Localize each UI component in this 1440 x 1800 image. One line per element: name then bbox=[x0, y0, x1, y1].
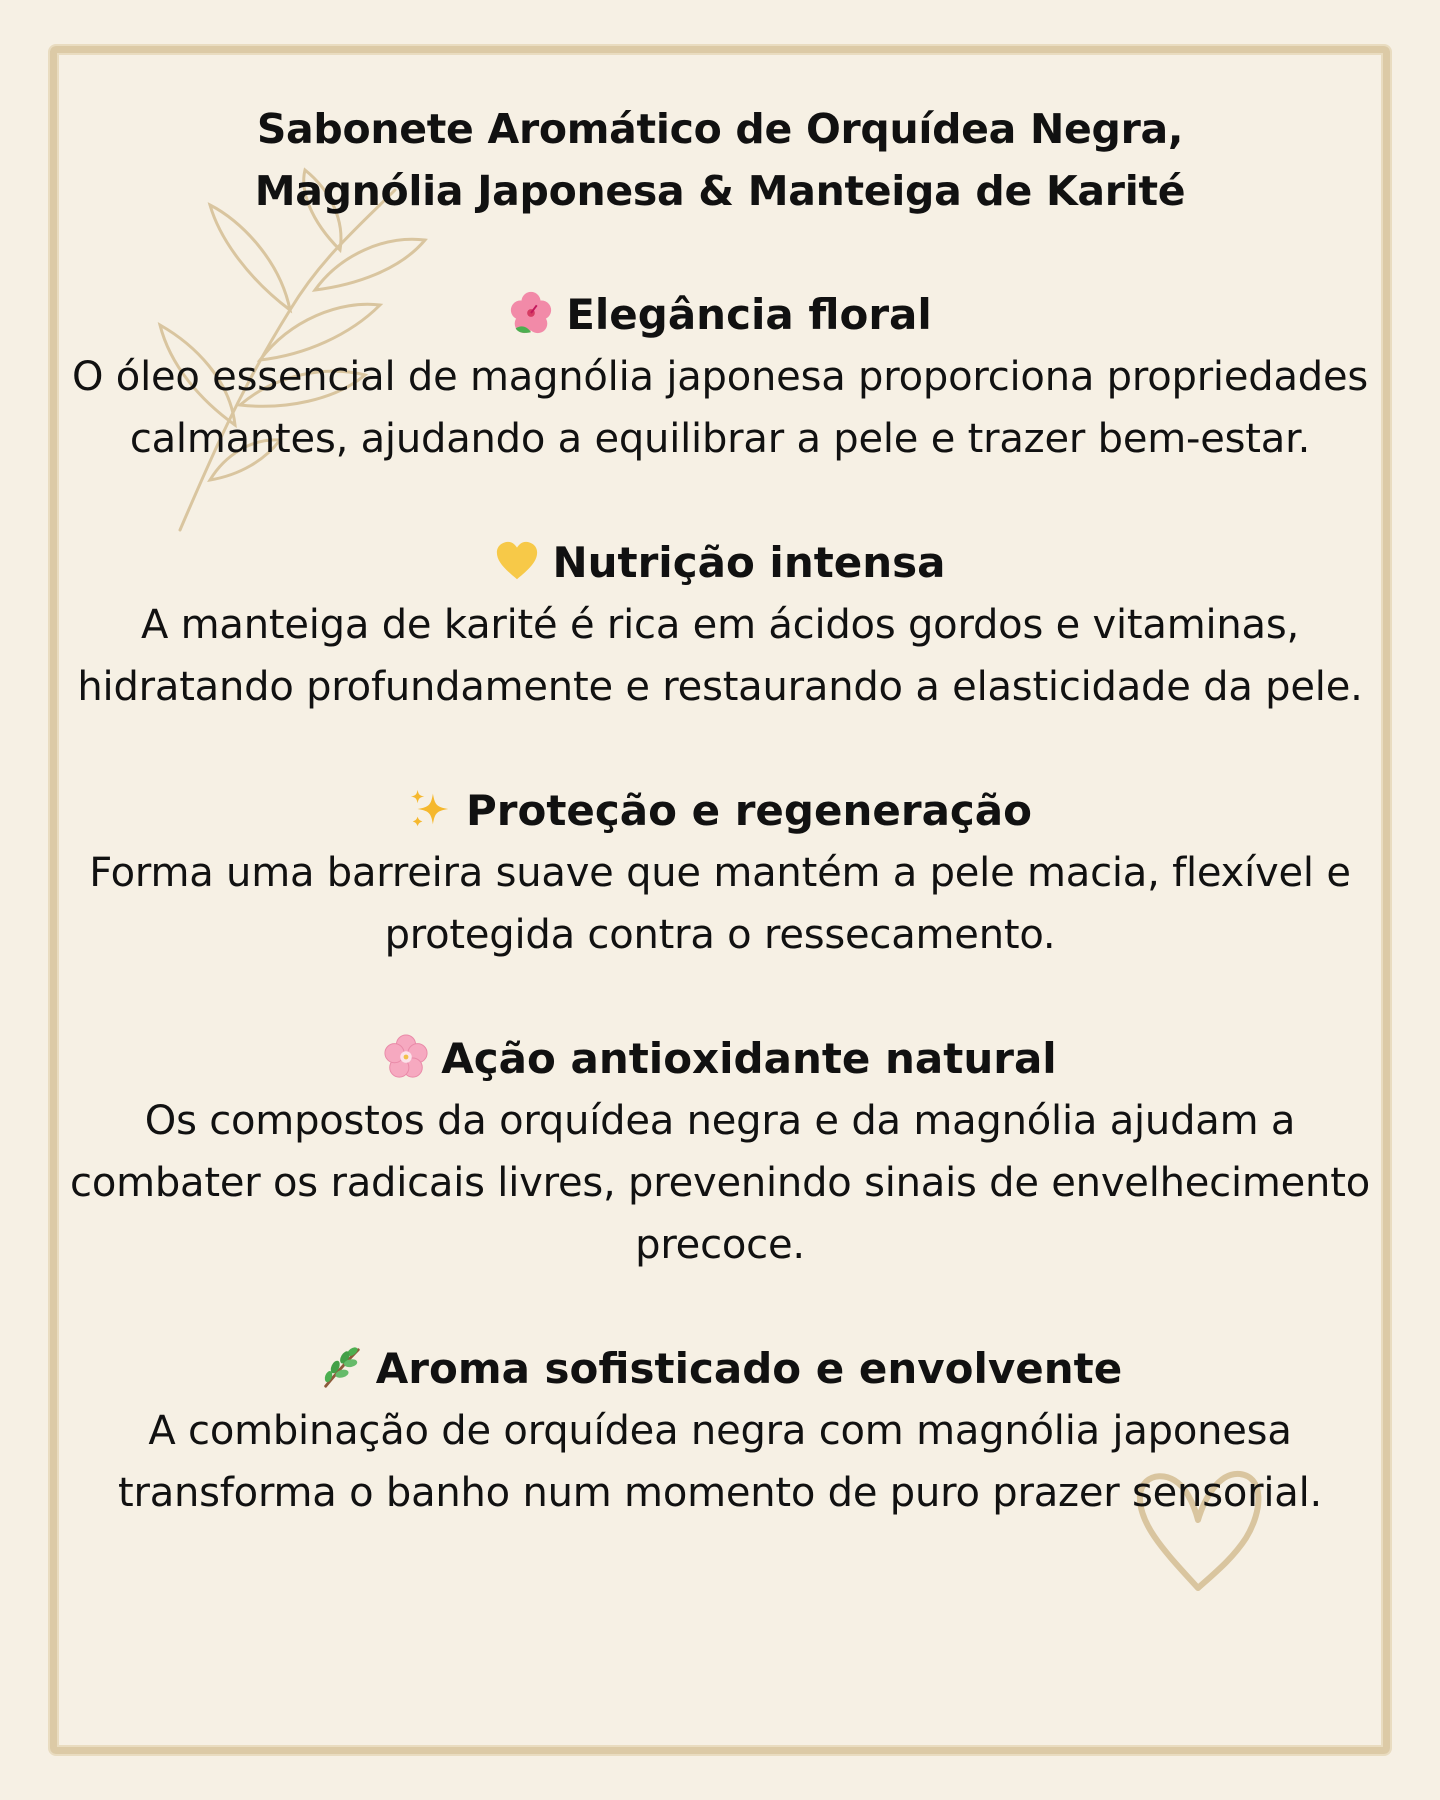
section-heading bbox=[60, 780, 1380, 842]
sparkles-icon bbox=[408, 786, 454, 832]
title-line-1: Sabonete Aromático de Orquídea Negra, bbox=[256, 105, 1184, 153]
page-title bbox=[60, 98, 1380, 222]
section-heading bbox=[60, 532, 1380, 594]
section-heading bbox=[60, 1338, 1380, 1400]
section-elegancia-floral bbox=[60, 284, 1380, 470]
hibiscus-icon bbox=[508, 290, 554, 336]
yellow-heart-icon bbox=[494, 538, 540, 584]
section-heading-text: Ação antioxidante natural bbox=[441, 1034, 1057, 1083]
section-body: O óleo essencial de magnólia japonesa proporciona propriedades calmantes, ajudando a equilibrar a pele e trazer bem-estar. bbox=[72, 354, 1368, 462]
section-aroma-sofisticado bbox=[60, 1338, 1380, 1524]
section-body: A combinação de orquídea negra com magnólia japonesa transforma o banho num momento de puro prazer sensorial. bbox=[117, 1408, 1323, 1516]
section-acao-antioxidante bbox=[60, 1028, 1380, 1276]
section-heading bbox=[60, 1028, 1380, 1090]
section-heading-text: Aroma sofisticado e envolvente bbox=[375, 1344, 1123, 1393]
main-content bbox=[60, 98, 1380, 1524]
section-heading bbox=[60, 284, 1380, 346]
section-body: A manteiga de karité é rica em ácidos gordos e vitaminas, hidratando profundamente e restaurando a elasticidade da pele. bbox=[77, 602, 1363, 710]
herb-sprig-icon bbox=[318, 1344, 364, 1390]
section-protecao-regeneracao bbox=[60, 780, 1380, 966]
cherry-blossom-icon bbox=[383, 1034, 429, 1080]
section-nutricao-intensa bbox=[60, 532, 1380, 718]
section-heading-text: Proteção e regeneração bbox=[465, 786, 1032, 835]
section-heading-text: Elegância floral bbox=[566, 290, 932, 339]
section-body: Os compostos da orquídea negra e da magnólia ajudam a combater os radicais livres, prevenindo sinais de envelhecimento precoce. bbox=[70, 1098, 1370, 1268]
section-body: Forma uma barreira suave que mantém a pele macia, flexível e protegida contra o ressecamento. bbox=[89, 850, 1351, 958]
title-line-2: Magnólia Japonesa & Manteiga de Karité bbox=[254, 167, 1186, 215]
section-heading-text: Nutrição intensa bbox=[552, 538, 946, 587]
